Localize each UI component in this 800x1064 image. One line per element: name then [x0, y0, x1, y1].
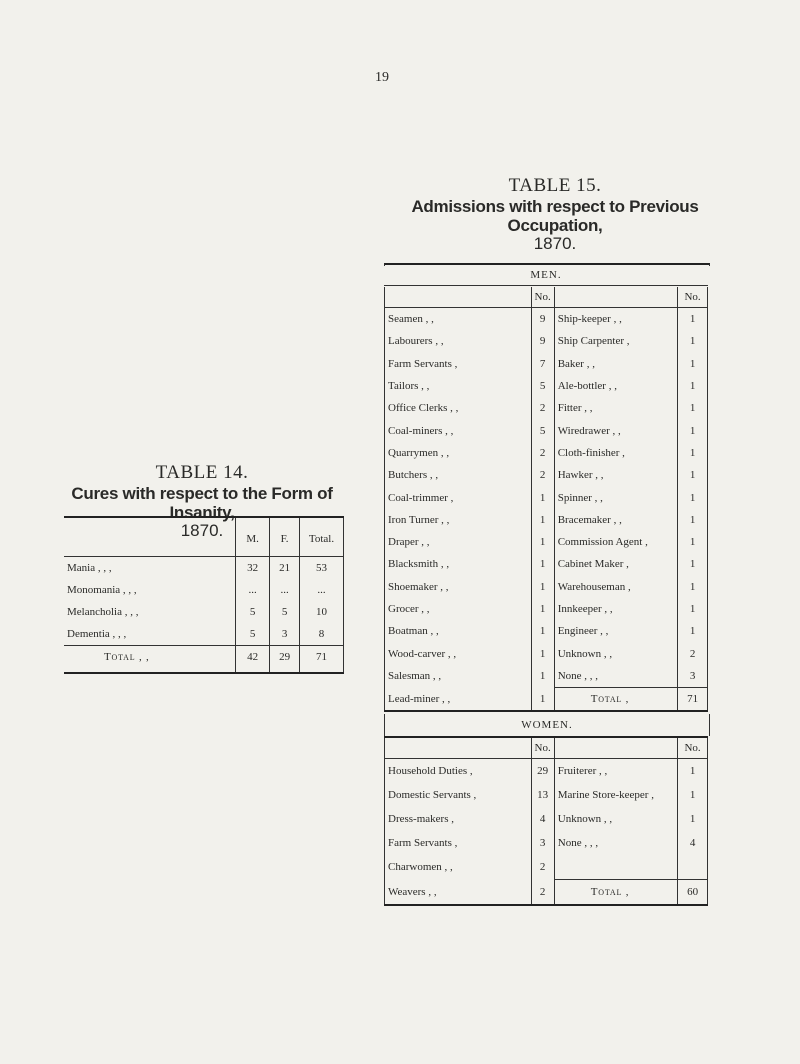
cell-m: ... — [236, 579, 270, 601]
men-section-heading: MEN. — [384, 265, 708, 286]
table14-header-row — [64, 517, 344, 557]
occupation-count: 3 — [678, 665, 708, 688]
occupation-count: 1 — [678, 442, 708, 464]
women-header-row — [385, 737, 708, 759]
occupation-label: Grocer , , — [388, 603, 430, 615]
occupation-label: Unknown , , — [554, 642, 677, 664]
occupation-label: Unknown , , — [554, 807, 677, 831]
occupation-count: 9 — [531, 330, 554, 352]
total-m: 42 — [236, 646, 270, 674]
occupation-label: Ale-bottler , , — [554, 375, 677, 397]
occupation-count: 1 — [678, 759, 708, 784]
cell-f: 3 — [270, 623, 300, 646]
occupation-count: 1 — [678, 783, 708, 807]
table-row — [385, 397, 708, 419]
table-row — [385, 308, 708, 331]
occupation-label: Warehouseman , — [554, 576, 677, 598]
table-row — [385, 330, 708, 352]
cell-total: 10 — [300, 601, 344, 623]
occupation-count: 1 — [678, 807, 708, 831]
occupation-count: 1 — [678, 330, 708, 352]
occupation-count: 1 — [678, 419, 708, 441]
table-row — [385, 620, 708, 642]
occupation-label: Hawker , , — [554, 464, 677, 486]
occupation-count: 1 — [531, 509, 554, 531]
occupation-label: Wood-carver , , — [388, 647, 457, 660]
total-label: Total , — [554, 688, 677, 712]
cell-f: 5 — [270, 601, 300, 623]
total-total: 71 — [300, 646, 344, 674]
table15-subtitle: Admissions with respect to Previous Occupation, — [411, 197, 699, 235]
occupation-count: 1 — [678, 598, 708, 620]
occupation-label: Coal-trimmer , — [388, 491, 454, 504]
cell-total: 53 — [300, 557, 344, 580]
occupation-count: 3 — [531, 831, 554, 855]
table-row — [385, 531, 708, 553]
occupation-count: 2 — [678, 642, 708, 664]
occupation-count: 1 — [678, 353, 708, 375]
occupation-count: 1 — [531, 486, 554, 508]
occupation-label: Seamen , , — [388, 313, 434, 326]
occupation-count: 2 — [531, 464, 554, 486]
occupation-label: Iron Turner , , — [388, 513, 450, 526]
total-label: Total , , — [64, 646, 236, 674]
table-row — [385, 855, 708, 880]
occupation-label: Cabinet Maker , — [554, 553, 677, 575]
table14 — [64, 516, 344, 674]
occupation-count: 1 — [678, 576, 708, 598]
table-row — [64, 623, 344, 646]
men-table — [384, 287, 708, 712]
total-count: 60 — [678, 880, 708, 906]
table-row — [64, 557, 344, 580]
occupation-label: Ship Carpenter , — [554, 330, 677, 352]
table14-year: 1870. — [180, 521, 224, 540]
occupation-label: Charwomen , , — [388, 861, 453, 874]
occupation-count: 7 — [531, 353, 554, 375]
occupation-label: Dress-makers , — [388, 813, 454, 825]
occupation-label: None , , , — [554, 831, 677, 855]
occupation-label: Baker , , — [554, 353, 677, 375]
occupation-label: Farm Servants , — [388, 357, 458, 370]
occupation-label: Weavers , , — [388, 885, 437, 898]
table-row — [385, 759, 708, 784]
occupation-count: 4 — [678, 831, 708, 855]
occupation-label: Commission Agent , — [554, 531, 677, 553]
occupation-count: 1 — [678, 375, 708, 397]
table-row — [64, 579, 344, 601]
occupation-label: Fruiterer , , — [554, 759, 677, 784]
occupation-count: 1 — [678, 531, 708, 553]
occupation-label: Domestic Servants , — [388, 789, 477, 801]
occupation-label: Office Clerks , , — [388, 402, 459, 415]
page-number: 19 — [375, 70, 389, 85]
table-row — [385, 576, 708, 598]
table15-year: 1870. — [533, 234, 577, 253]
occupation-label: Quarrymen , , — [388, 446, 450, 459]
occupation-count: 4 — [531, 807, 554, 831]
col-m-header: M. — [236, 517, 270, 557]
no-header: No. — [678, 737, 708, 759]
cell-total: ... — [300, 579, 344, 601]
table-row — [385, 464, 708, 486]
table14-title: TABLE 14. — [155, 462, 249, 483]
occupation-label: Salesman , , — [388, 670, 442, 683]
occupation-label: None , , , — [554, 665, 677, 688]
no-header: No. — [531, 737, 554, 759]
no-header: No. — [678, 287, 708, 308]
col-total-header: Total. — [300, 517, 344, 557]
occupation-count — [678, 855, 708, 880]
occupation-label: Household Duties , — [388, 765, 473, 777]
occupation-count: 1 — [678, 397, 708, 419]
occupation-label: Wiredrawer , , — [554, 419, 677, 441]
occupation-label: Coal-miners , , — [388, 424, 454, 437]
occupation-count: 1 — [678, 509, 708, 531]
row-label: Monomania , , , — [67, 584, 137, 596]
occupation-count: 5 — [531, 375, 554, 397]
occupation-label: Cloth-finisher , — [554, 442, 677, 464]
cell-m: 32 — [236, 557, 270, 580]
occupation-label: Ship-keeper , , — [554, 308, 677, 331]
occupation-label: Fitter , , — [554, 397, 677, 419]
table-row — [385, 642, 708, 664]
occupation-count: 1 — [531, 665, 554, 688]
occupation-label: Shoemaker , , — [388, 580, 449, 593]
table-row — [385, 509, 708, 531]
table-row — [385, 688, 708, 712]
occupation-count: 2 — [531, 442, 554, 464]
occupation-count: 1 — [531, 688, 554, 712]
cell-m: 5 — [236, 601, 270, 623]
table15-title: TABLE 15. — [508, 175, 602, 196]
row-label: Dementia , , , — [67, 628, 127, 640]
occupation-label — [554, 855, 677, 880]
occupation-label: Innkeeper , , — [554, 598, 677, 620]
table-row — [385, 353, 708, 375]
table-row — [385, 831, 708, 855]
table-row — [385, 442, 708, 464]
table-row — [385, 375, 708, 397]
total-label: Total , — [554, 880, 677, 906]
occupation-count: 2 — [531, 397, 554, 419]
table-row — [64, 601, 344, 623]
cell-total: 8 — [300, 623, 344, 646]
occupation-count: 1 — [531, 576, 554, 598]
occupation-count: 5 — [531, 419, 554, 441]
occupation-label: Labourers , , — [388, 335, 444, 348]
no-header: No. — [531, 287, 554, 308]
occupation-count: 1 — [678, 486, 708, 508]
total-count: 71 — [678, 688, 708, 712]
table-row — [385, 419, 708, 441]
occupation-label: Butchers , , — [388, 469, 439, 482]
occupation-count: 1 — [678, 553, 708, 575]
occupation-count: 1 — [531, 620, 554, 642]
table-row — [385, 880, 708, 906]
occupation-count: 29 — [531, 759, 554, 784]
women-table — [384, 736, 708, 906]
occupation-label: Marine Store-keeper , — [554, 783, 677, 807]
occupation-count: 2 — [531, 855, 554, 880]
occupation-label: Spinner , , — [554, 486, 677, 508]
occupation-count: 1 — [531, 598, 554, 620]
row-label: Melancholia , , , — [67, 606, 139, 618]
occupation-label: Blacksmith , , — [388, 558, 450, 571]
occupation-label: Farm Servants , — [388, 837, 458, 849]
table-row — [385, 598, 708, 620]
col-f-header: F. — [270, 517, 300, 557]
occupation-label: Boatman , , — [388, 625, 439, 638]
occupation-count: 1 — [678, 464, 708, 486]
occupation-label: Engineer , , — [554, 620, 677, 642]
table-row — [385, 553, 708, 575]
table-row — [385, 807, 708, 831]
occupation-label: Lead-miner , , — [388, 692, 451, 705]
table-row — [385, 783, 708, 807]
occupation-count: 1 — [678, 308, 708, 331]
table14-total-row — [64, 646, 344, 674]
occupation-count: 13 — [531, 783, 554, 807]
table-row — [385, 665, 708, 688]
occupation-label: Draper , , — [388, 536, 430, 549]
occupation-count: 9 — [531, 308, 554, 331]
occupation-count: 1 — [531, 531, 554, 553]
occupation-count: 2 — [531, 880, 554, 906]
cell-m: 5 — [236, 623, 270, 646]
occupation-label: Tailors , , — [388, 380, 430, 393]
cell-f: ... — [270, 579, 300, 601]
occupation-count: 1 — [678, 620, 708, 642]
row-label: Mania , , , — [67, 562, 112, 574]
table15-heading — [400, 175, 710, 252]
total-f: 29 — [270, 646, 300, 674]
cell-f: 21 — [270, 557, 300, 580]
table-row — [385, 486, 708, 508]
women-section-heading: WOMEN. — [384, 714, 710, 736]
men-header-row — [385, 287, 708, 308]
occupation-count: 1 — [531, 553, 554, 575]
occupation-label: Bracemaker , , — [554, 509, 677, 531]
table14-subtitle: Cures with respect to the Form of Insanity, — [71, 484, 333, 522]
occupation-count: 1 — [531, 642, 554, 664]
